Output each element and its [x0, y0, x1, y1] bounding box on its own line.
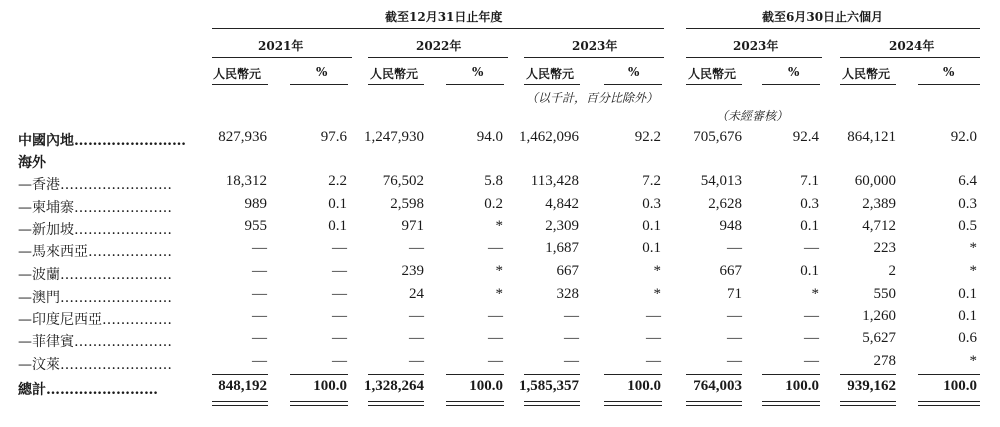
cell-pct: —: [646, 330, 661, 346]
rule-sub-rmb-2023h: [686, 84, 742, 85]
total-double-rule: [686, 401, 742, 402]
total-double-rule: [918, 405, 980, 406]
cell-pct: *: [495, 286, 503, 302]
total-double-rule: [368, 405, 424, 406]
total-double-rule: [840, 405, 896, 406]
cell-rmb: 2,389: [862, 196, 896, 212]
cell-rmb: 667: [556, 263, 579, 279]
rule-sub-pct-2021: [290, 84, 348, 85]
subtotal-rule: [762, 374, 820, 375]
cell-rmb: —: [252, 308, 267, 324]
cell-pct: 7.1: [800, 173, 819, 189]
cell-rmb: 239: [401, 263, 424, 279]
cell-pct: —: [804, 353, 819, 369]
cell-rmb: —: [252, 263, 267, 279]
col-rmb-2024h: 人民幣元: [842, 67, 891, 81]
cell-rmb: 939,162: [847, 378, 896, 394]
cell-pct: 0.1: [642, 218, 661, 234]
cell-rmb: 328: [556, 286, 579, 302]
row-label: —柬埔寨…………………: [18, 200, 172, 216]
cell-pct: —: [332, 330, 347, 346]
cell-pct: 100.0: [627, 378, 661, 394]
cell-pct: 92.4: [792, 129, 819, 145]
cell-pct: 0.1: [800, 263, 819, 279]
row-label: —香港……………………: [18, 177, 172, 193]
cell-pct: 100.0: [313, 378, 347, 394]
rule-sub-pct-2022: [446, 84, 504, 85]
row-label: —印度尼西亞……………: [18, 312, 172, 328]
year-2023-half: 2023年: [733, 39, 779, 53]
cell-rmb: —: [564, 308, 579, 324]
cell-rmb: 667: [719, 263, 742, 279]
note-unaudited: （未經審核）: [716, 109, 789, 123]
header-group-year: 截至12月31日止年度: [385, 10, 503, 24]
cell-pct: 100.0: [943, 378, 977, 394]
cell-pct: —: [488, 240, 503, 256]
subtotal-rule: [524, 374, 580, 375]
cell-pct: 0.1: [958, 286, 977, 302]
cell-pct: 0.3: [642, 196, 661, 212]
col-rmb-2023h: 人民幣元: [688, 67, 737, 81]
cell-pct: 0.1: [642, 240, 661, 256]
cell-rmb: 1,462,096: [519, 129, 579, 145]
cell-pct: 6.4: [958, 173, 977, 189]
year-2023-annual: 2023年: [572, 39, 618, 53]
cell-rmb: —: [409, 330, 424, 346]
cell-pct: —: [332, 308, 347, 324]
cell-rmb: 764,003: [693, 378, 742, 394]
col-pct-2023h: %: [788, 65, 800, 79]
row-label: 中國內地……………………: [18, 133, 186, 149]
cell-rmb: 71: [727, 286, 742, 302]
rule-sub-pct-2023: [604, 84, 662, 85]
cell-rmb: —: [252, 330, 267, 346]
cell-pct: 5.8: [484, 173, 503, 189]
row-label: 總計……………………: [18, 382, 158, 398]
cell-rmb: 1,260: [862, 308, 896, 324]
col-pct-2021: %: [316, 65, 328, 79]
cell-rmb: 955: [244, 218, 267, 234]
cell-rmb: 4,842: [545, 196, 579, 212]
rule-year-2023-half: [686, 57, 822, 58]
col-rmb-2023: 人民幣元: [526, 67, 575, 81]
col-rmb-2022: 人民幣元: [370, 67, 419, 81]
cell-pct: 0.1: [958, 308, 977, 324]
total-double-rule: [446, 401, 504, 402]
cell-rmb: —: [252, 240, 267, 256]
year-2022: 2022年: [416, 39, 462, 53]
subtotal-rule: [290, 374, 348, 375]
cell-pct: 0.1: [800, 218, 819, 234]
cell-rmb: 989: [244, 196, 267, 212]
cell-rmb: —: [727, 353, 742, 369]
cell-pct: —: [804, 330, 819, 346]
rule-year-2024-half: [840, 57, 980, 58]
cell-pct: —: [488, 353, 503, 369]
cell-rmb: 1,687: [545, 240, 579, 256]
cell-rmb: —: [252, 286, 267, 302]
cell-pct: 0.5: [958, 218, 977, 234]
cell-pct: —: [332, 353, 347, 369]
subtotal-rule: [604, 374, 662, 375]
cell-rmb: 76,502: [382, 173, 424, 189]
cell-rmb: 54,013: [700, 173, 742, 189]
cell-pct: 7.2: [642, 173, 661, 189]
cell-pct: —: [488, 308, 503, 324]
year-2021: 2021年: [258, 39, 304, 53]
cell-pct: —: [646, 353, 661, 369]
cell-rmb: —: [727, 330, 742, 346]
year-2024-half: 2024年: [889, 39, 935, 53]
cell-pct: 100.0: [469, 378, 503, 394]
cell-pct: 0.3: [958, 196, 977, 212]
total-double-rule: [840, 401, 896, 402]
cell-rmb: 550: [873, 286, 896, 302]
cell-rmb: 113,428: [530, 173, 579, 189]
cell-pct: 0.3: [800, 196, 819, 212]
cell-rmb: 278: [873, 353, 896, 369]
cell-rmb: 2: [888, 263, 896, 279]
rule-year-2021: [212, 57, 352, 58]
cell-pct: 0.6: [958, 330, 977, 346]
total-double-rule: [918, 401, 980, 402]
row-label: —澳門……………………: [18, 290, 172, 306]
total-double-rule: [604, 405, 662, 406]
cell-pct: 92.2: [634, 129, 661, 145]
cell-rmb: 1,585,357: [519, 378, 579, 394]
cell-rmb: 223: [873, 240, 896, 256]
cell-pct: —: [646, 308, 661, 324]
cell-pct: —: [332, 240, 347, 256]
cell-rmb: 848,192: [218, 378, 267, 394]
cell-pct: 94.0: [476, 129, 503, 145]
total-double-rule: [524, 401, 580, 402]
cell-rmb: —: [409, 353, 424, 369]
rule-sub-pct-2023h: [762, 84, 820, 85]
cell-pct: *: [495, 263, 503, 279]
total-double-rule: [762, 405, 820, 406]
cell-rmb: —: [409, 240, 424, 256]
cell-pct: *: [969, 353, 977, 369]
note-thousands: （以千計，百分比除外）: [526, 91, 659, 105]
cell-pct: 100.0: [785, 378, 819, 394]
col-pct-2023: %: [628, 65, 640, 79]
cell-pct: —: [332, 286, 347, 302]
cell-pct: *: [653, 263, 661, 279]
cell-rmb: 948: [719, 218, 742, 234]
cell-rmb: 18,312: [225, 173, 267, 189]
cell-rmb: 4,712: [862, 218, 896, 234]
subtotal-rule: [686, 374, 742, 375]
row-label: —新加坡…………………: [18, 222, 172, 238]
cell-rmb: —: [564, 330, 579, 346]
rule-year-2022: [368, 57, 508, 58]
cell-pct: *: [495, 218, 503, 234]
cell-rmb: —: [564, 353, 579, 369]
total-double-rule: [446, 405, 504, 406]
cell-rmb: 2,598: [390, 196, 424, 212]
rule-sub-pct-2024h: [918, 84, 980, 85]
subtotal-rule: [212, 374, 268, 375]
cell-rmb: —: [252, 353, 267, 369]
cell-pct: *: [969, 263, 977, 279]
col-pct-2022: %: [472, 65, 484, 79]
rule-sub-rmb-2024h: [840, 84, 896, 85]
rule-sub-rmb-2023: [524, 84, 580, 85]
total-double-rule: [368, 401, 424, 402]
col-pct-2024h: %: [943, 65, 955, 79]
cell-rmb: 1,247,930: [364, 129, 424, 145]
cell-rmb: 827,936: [218, 129, 267, 145]
total-double-rule: [212, 401, 268, 402]
cell-rmb: 60,000: [854, 173, 896, 189]
cell-pct: *: [811, 286, 819, 302]
total-double-rule: [290, 405, 348, 406]
total-double-rule: [762, 401, 820, 402]
subtotal-rule: [918, 374, 980, 375]
cell-pct: —: [804, 240, 819, 256]
cell-rmb: 864,121: [847, 129, 896, 145]
rule-sub-rmb-2021: [212, 84, 268, 85]
cell-pct: —: [488, 330, 503, 346]
total-double-rule: [686, 405, 742, 406]
cell-rmb: —: [727, 308, 742, 324]
cell-rmb: 705,676: [693, 129, 742, 145]
row-label: —汶萊……………………: [18, 357, 172, 373]
cell-rmb: 5,627: [862, 330, 896, 346]
cell-rmb: —: [409, 308, 424, 324]
total-double-rule: [524, 405, 580, 406]
header-group-half: 截至6月30日止六個月: [762, 10, 884, 24]
rule-year-2023-annual: [524, 57, 664, 58]
row-label: —菲律賓…………………: [18, 334, 172, 350]
subtotal-rule: [368, 374, 424, 375]
cell-pct: 92.0: [950, 129, 977, 145]
row-label: —馬來西亞………………: [18, 244, 172, 260]
cell-pct: 2.2: [328, 173, 347, 189]
row-label: —波蘭……………………: [18, 267, 172, 283]
cell-rmb: 24: [409, 286, 424, 302]
cell-pct: 97.6: [320, 129, 347, 145]
cell-rmb: 971: [401, 218, 424, 234]
cell-pct: 0.2: [484, 196, 503, 212]
cell-pct: *: [653, 286, 661, 302]
cell-pct: 0.1: [328, 196, 347, 212]
total-double-rule: [290, 401, 348, 402]
cell-pct: —: [332, 263, 347, 279]
cell-pct: *: [969, 240, 977, 256]
subtotal-rule: [840, 374, 896, 375]
row-label: 海外: [18, 155, 46, 171]
cell-rmb: 1,328,264: [364, 378, 424, 394]
cell-rmb: 2,309: [545, 218, 579, 234]
col-rmb-2021: 人民幣元: [213, 67, 262, 81]
total-double-rule: [212, 405, 268, 406]
rule-sub-rmb-2022: [368, 84, 424, 85]
total-double-rule: [604, 401, 662, 402]
cell-rmb: —: [727, 240, 742, 256]
cell-pct: —: [804, 308, 819, 324]
cell-pct: 0.1: [328, 218, 347, 234]
rule-group-half: [686, 28, 980, 29]
rule-group-year: [212, 28, 664, 29]
cell-rmb: 2,628: [708, 196, 742, 212]
subtotal-rule: [446, 374, 504, 375]
